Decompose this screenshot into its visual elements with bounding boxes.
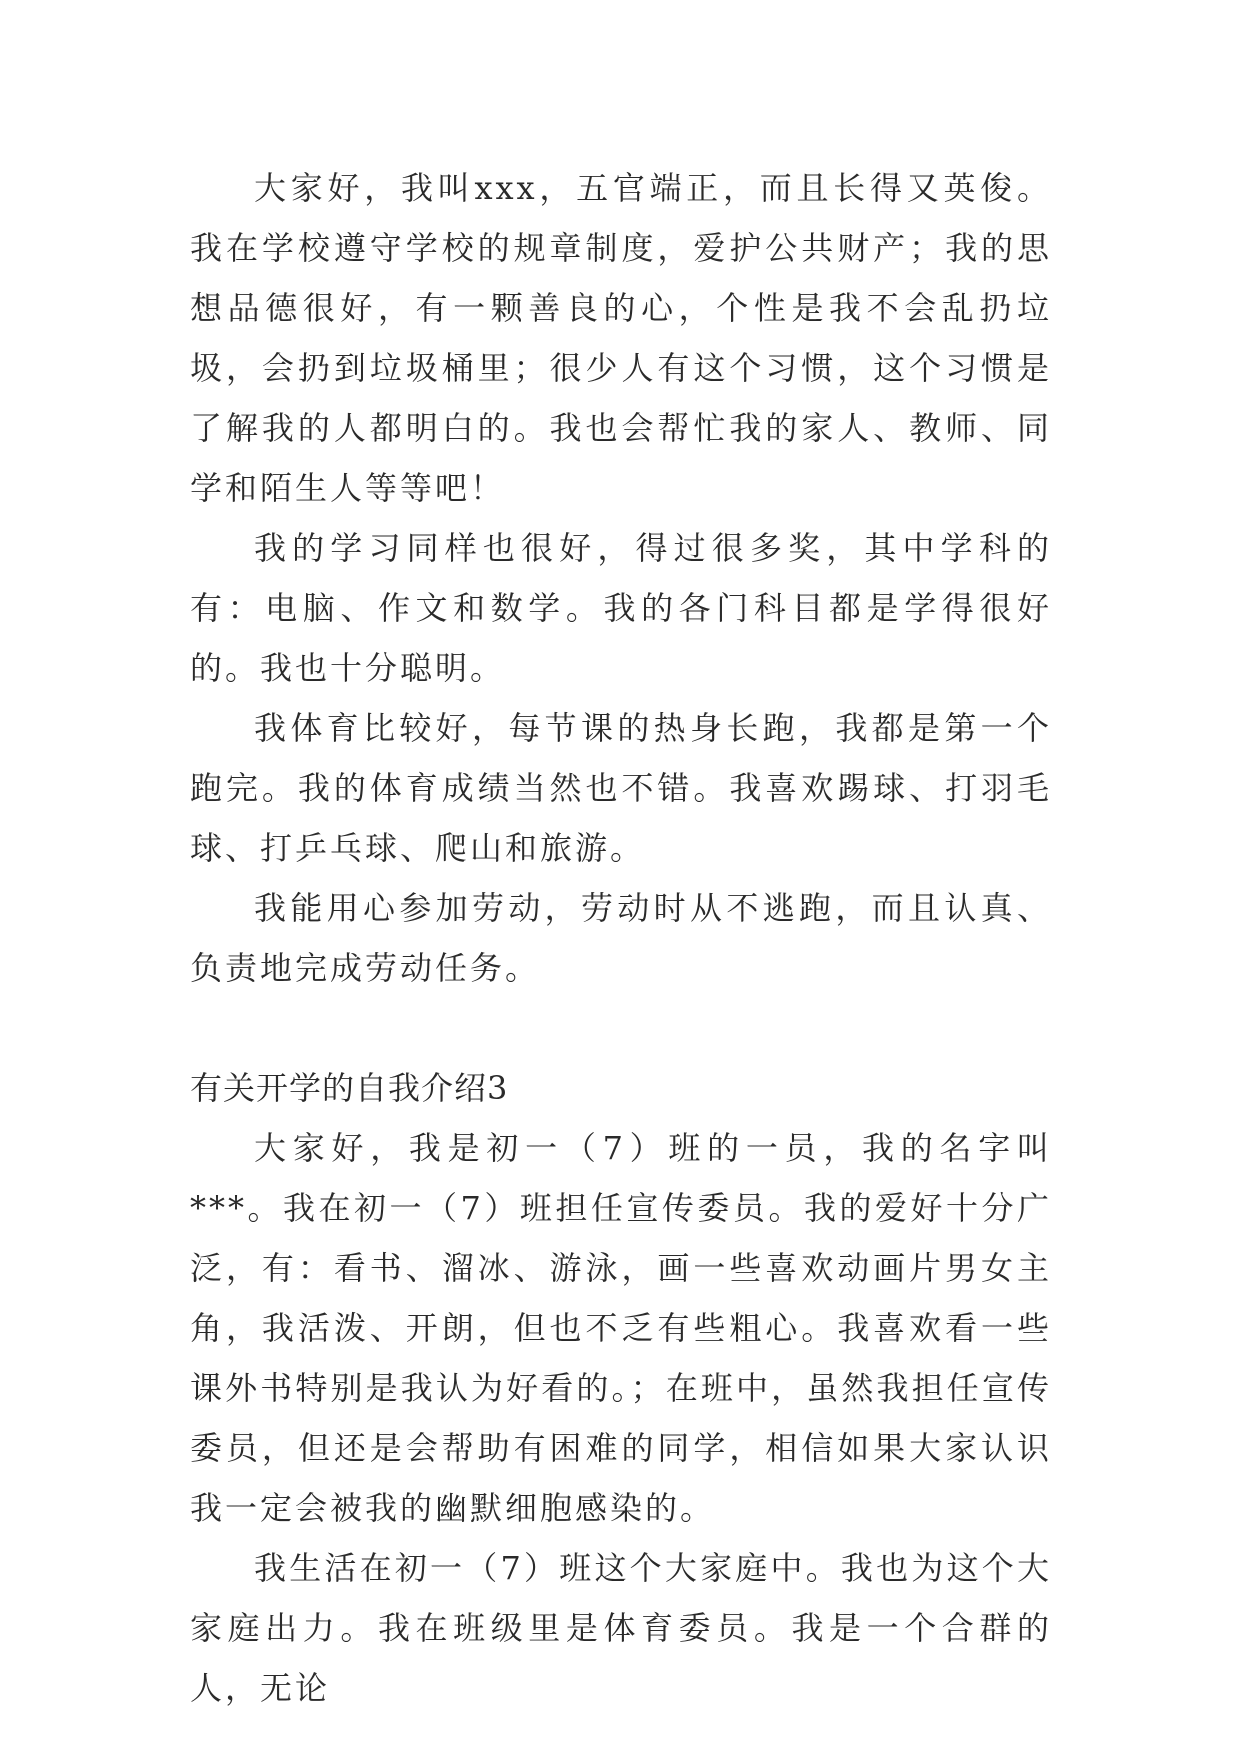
paragraph-sports: 我体育比较好，每节课的热身长跑，我都是第一个跑完。我的体育成绩当然也不错。我喜欢踢球、打羽毛球、打乒乓球、爬山和旅游。 — [190, 709, 1052, 867]
paragraph-self-intro: 大家好，我叫xxx，五官端正，而且长得又英俊。我在学校遵守学校的规章制度，爱护公共财产；我的思想品德很好，有一颗善良的心，个性是我不会乱扔垃圾，会扔到垃圾桶里；很少人有这个习惯，这个习惯是了解我的人都明白的。我也会帮忙我的家人、教师、同学和陌生人等等吧！ — [190, 169, 1052, 507]
section-heading: 有关开学的自我介绍3 — [190, 1069, 509, 1107]
paragraph-labor: 我能用心参加劳动，劳动时从不逃跑，而且认真、负责地完成劳动任务。 — [190, 889, 1052, 987]
paragraph-class-intro: 大家好，我是初一（7）班的一员，我的名字叫***。我在初一（7）班担任宣传委员。我的爱好十分广泛，有：看书、溜冰、游泳，画一些喜欢动画片男女主角，我活泼、开朗，但也不乏有些粗心。我喜欢看一些课外书特别是我认为好看的。；在班中，虽然我担任宣传委员，但还是会帮助有困难的同学，相信如果大家认识我一定会被我的幽默细胞感染的。 — [190, 1129, 1052, 1527]
document-body — [190, 158, 1052, 1718]
paragraph-study: 我的学习同样也很好，得过很多奖，其中学科的有：电脑、作文和数学。我的各门科目都是学得很好的。我也十分聪明。 — [190, 529, 1052, 687]
paragraph-class-life: 我生活在初一（7）班这个大家庭中。我也为这个大家庭出力。我在班级里是体育委员。我是一个合群的人，无论 — [190, 1549, 1052, 1707]
